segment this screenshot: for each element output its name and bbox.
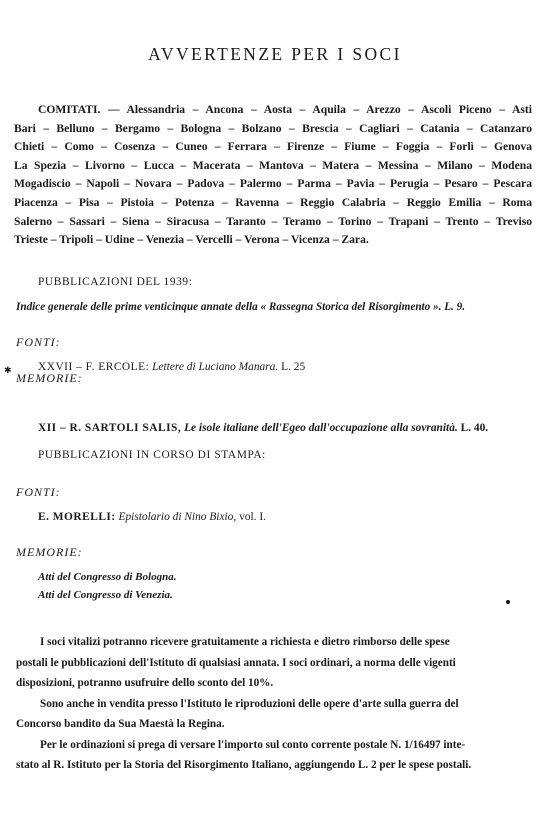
memorie-label-in-corso: MEMORIE: (16, 545, 83, 559)
comitati-line: Mogadiscio – Napoli – Novara – Padova – Palermo – Parma – Pavia – Perugia – Pesaro – Pescara (14, 177, 532, 191)
fonti-title: Epistolario di Nino Bixio, (118, 511, 237, 523)
section-heading-in-corso: PUBBLICAZIONI IN CORSO DI STAMPA: (38, 449, 266, 461)
fonti-entry-in-corso (38, 511, 266, 523)
indice-entry: Indice generale delle prime venticinque annate della « Rassegna Storica del Risorgimento ». L. 9. (16, 301, 466, 313)
notes-line: disposizioni, potranno usufruire dello sconto del 10%. (16, 677, 274, 689)
page-title: AVVERTENZE PER I SOCI (148, 44, 402, 64)
fonti-label: FONTI: (16, 335, 61, 349)
notes-line: stato al R. Istituto per la Storia del Risorgimento Italiano, aggiungendo L. 2 per le spese postali. (16, 759, 472, 771)
memorie-item: Atti del Congresso di Bologna. (38, 571, 177, 583)
comitati-line: Piacenza – Pisa – Pistoia – Potenza – Ravenna – Reggio Calabria – Reggio Emilia – Roma (14, 195, 532, 209)
memorie-item: Atti del Congresso di Venezia. (38, 589, 173, 601)
comitati-paragraph (14, 101, 532, 250)
notes-line: Sono anche in vendita presso l'Istituto le riproduzioni delle opere d'arte sulla guerra del (40, 697, 459, 710)
fonti-label-in-corso: FONTI: (16, 485, 61, 499)
fonti-price: L. 25 (281, 361, 306, 373)
memorie-label: MEMORIE: (16, 371, 83, 385)
comitati-line: COMITATI. — Alessandria – Ancona – Aosta – Aquila – Arezzo – Ascoli Piceno – Asti (38, 103, 532, 116)
comitati-line: Salerno – Sassari – Siena – Siracusa – Taranto – Teramo – Torino – Trapani – Trento – Treviso (14, 214, 532, 228)
comitati-line: Trieste – Tripoli – Udine – Venezia – Vercelli – Verona – Vicenza – Zara. (14, 233, 369, 247)
memorie-entry (38, 422, 488, 434)
fonti-author: XXVII – F. ERCOLE: (38, 361, 150, 373)
notes-line: Concorso bandito da Sua Maestà la Regina. (16, 718, 225, 730)
comitati-line: Bari – Belluno – Bergamo – Bologna – Bolzano – Brescia – Cagliari – Catania – Catanzaro (14, 121, 532, 135)
margin-mark: ✱ (4, 365, 12, 375)
notes-line: postali le pubblicazioni dell'Istituto di qualsiasi annata. I soci ordinari, a norma delle vigenti (16, 656, 456, 669)
section-heading-1939: PUBBLICAZIONI DEL 1939: (38, 276, 193, 288)
memorie-author: XII – R. SARTOLI SALIS, (38, 422, 182, 434)
fonti-title: Lettere di Luciano Manara. (152, 361, 279, 373)
memorie-price: L. 40. (460, 422, 489, 434)
notes-line: Per le ordinazioni si prega di versare l'importo sul conto corrente postale N. 1/16497 inte- (40, 738, 466, 751)
memorie-title: Le isole italiane dell'Egeo dall'occupazione alla sovranità. (184, 422, 458, 434)
notes-paragraph (16, 632, 528, 776)
ink-spot (506, 600, 510, 604)
fonti-volume: vol. I. (239, 511, 266, 523)
comitati-line: Chieti – Como – Cosenza – Cuneo – Ferrara – Firenze – Fiume – Foggia – Forlì – Genova (14, 140, 532, 154)
notes-line: I soci vitalizi potranno ricevere gratuitamente a richiesta e dietro rimborso delle spese (40, 636, 450, 648)
comitati-line: La Spezia – Livorno – Lucca – Macerata – Mantova – Matera – Messina – Milano – Modena (14, 158, 532, 172)
fonti-author: E. MORELLI: (38, 511, 116, 523)
